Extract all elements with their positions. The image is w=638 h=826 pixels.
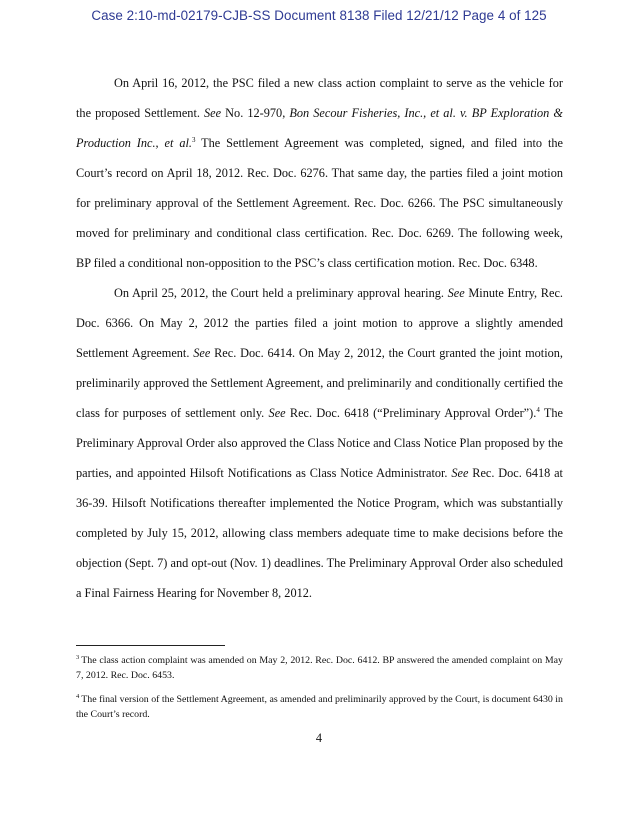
p2-text-3: Rec. Doc. 6414. On May 2, 2012, the Court granted the joint motion, preliminarily approved the Settlement Agreement, and preliminarily and conditionally certified the class for purposes of settlement only. xyxy=(76,346,563,420)
footnote-separator xyxy=(76,645,225,646)
footnote-4-text: The final version of the Settlement Agreement, as amended and preliminarily approved by the Court, is document 6430 in the Court’s record. xyxy=(76,694,563,720)
p2-text-5: The Preliminary Approval Order also approved the Class Notice and Class Notice Plan proposed by the parties, and appointed Hilsoft Notifications as Class Notice Administrator. xyxy=(76,406,563,480)
p2-text-6: Rec. Doc. 6418 at 36-39. Hilsoft Notifications thereafter implemented the Notice Program, which was substantially completed by July 15, 2012, allowing class members adequate time to make decisions before the objection (Sept. 7) and opt-out (Nov. 1) deadlines. The Preliminary Approval Order also scheduled a Final Fairness Hearing for November 8, 2012. xyxy=(76,466,563,600)
footnote-3 xyxy=(76,654,563,683)
p2-signal-see-2: See xyxy=(193,346,211,360)
p1-text-3: The Settlement Agreement was completed, signed, and filed into the Court’s record on April 18, 2012. Rec. Doc. 6276. That same day, the parties filed a joint motion for preliminary approval of the Settlement Agreement. Rec. Doc. 6266. The PSC simultaneously moved for preliminary and conditional class certification. Rec. Doc. 6269. The following week, BP filed a conditional non-opposition to the PSC’s class certification motion. Rec. Doc. 6348. xyxy=(76,136,564,270)
p2-signal-see-4: See xyxy=(451,466,469,480)
body-text xyxy=(76,68,563,608)
paragraph-1 xyxy=(76,68,563,278)
p2-text-1: On April 25, 2012, the Court held a preliminary approval hearing. xyxy=(114,286,448,300)
p1-text-1: On April 16, 2012, the PSC filed a new class action complaint to serve as the vehicle for the proposed Settlement. xyxy=(76,76,563,120)
footnote-3-text: The class action complaint was amended on May 2, 2012. Rec. Doc. 6412. BP answered the amended complaint on May 7, 2012. Rec. Doc. 6453. xyxy=(76,655,563,681)
p2-signal-see-1: See xyxy=(447,286,465,300)
footnote-4 xyxy=(76,693,563,722)
p2-signal-see-3: See xyxy=(268,406,286,420)
footnote-ref-4[interactable]: 4 xyxy=(536,405,540,414)
page-number: 4 xyxy=(315,731,323,745)
footnote-ref-3[interactable]: 3 xyxy=(191,135,196,144)
p1-signal-see: See xyxy=(204,106,222,120)
footnote-4-mark: 4 xyxy=(76,692,80,700)
footnotes xyxy=(76,654,563,722)
paragraph-2 xyxy=(76,278,563,608)
p2-text-2: Minute Entry, Rec. Doc. 6366. On May 2, 2012 the parties filed a joint motion to approve a slightly amended Settlement Agreement. xyxy=(76,286,563,360)
footnote-3-mark: 3 xyxy=(76,653,80,661)
case-header: Case 2:10-md-02179-CJB-SS Document 8138 Filed 12/21/12 Page 4 of 125 xyxy=(91,8,547,23)
p1-case-name: Bon Secour Fisheries, Inc., et al. v. BP Exploration & Production Inc., et al. xyxy=(76,106,563,150)
p1-text-2: No. 12-970, xyxy=(221,106,290,120)
p2-text-4: Rec. Doc. 6418 (“Preliminary Approval Order”). xyxy=(285,406,537,420)
